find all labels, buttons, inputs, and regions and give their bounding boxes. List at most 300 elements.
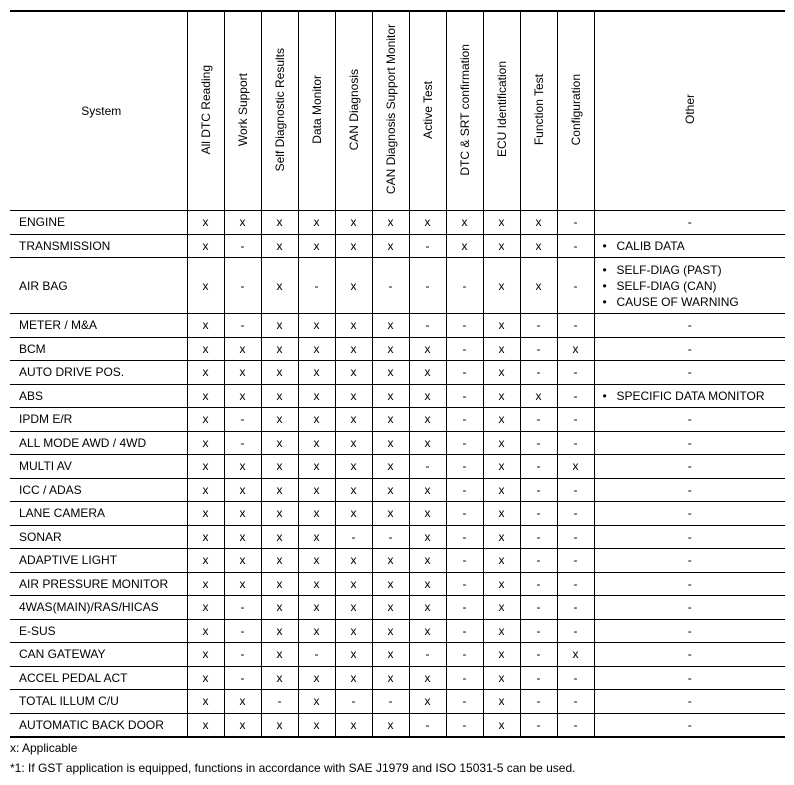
system-name: TOTAL ILLUM C/U bbox=[10, 690, 187, 714]
other-cell: - bbox=[594, 337, 785, 361]
function-cell: x bbox=[224, 361, 261, 385]
function-cell: x bbox=[335, 596, 372, 620]
function-table bbox=[10, 10, 785, 738]
function-cell: x bbox=[372, 478, 409, 502]
function-cell: x bbox=[409, 690, 446, 714]
function-cell: x bbox=[372, 384, 409, 408]
other-cell: - bbox=[594, 361, 785, 385]
function-cell: x bbox=[483, 314, 520, 338]
function-cell: - bbox=[520, 596, 557, 620]
function-cell: - bbox=[520, 455, 557, 479]
function-cell: - bbox=[557, 713, 594, 737]
system-name: METER / M&A bbox=[10, 314, 187, 338]
function-cell: - bbox=[557, 408, 594, 432]
function-cell: x bbox=[483, 337, 520, 361]
function-header bbox=[520, 11, 557, 211]
system-name: AUTOMATIC BACK DOOR bbox=[10, 713, 187, 737]
function-cell: - bbox=[446, 525, 483, 549]
function-cell: x bbox=[298, 690, 335, 714]
function-cell: x bbox=[335, 619, 372, 643]
function-cell: x bbox=[298, 431, 335, 455]
function-header bbox=[557, 11, 594, 211]
function-header bbox=[372, 11, 409, 211]
function-cell: x bbox=[261, 455, 298, 479]
function-cell: - bbox=[446, 713, 483, 737]
function-cell: x bbox=[372, 337, 409, 361]
function-cell: - bbox=[224, 666, 261, 690]
function-header-label: DTC & SRT confirmation bbox=[457, 43, 472, 176]
function-cell: x bbox=[298, 234, 335, 258]
function-cell: x bbox=[335, 314, 372, 338]
table-body bbox=[10, 211, 785, 738]
function-header bbox=[483, 11, 520, 211]
function-cell: x bbox=[372, 572, 409, 596]
system-name: AIR BAG bbox=[10, 258, 187, 314]
function-cell: x bbox=[372, 713, 409, 737]
function-cell: x bbox=[187, 431, 224, 455]
function-cell: - bbox=[372, 525, 409, 549]
function-cell: - bbox=[557, 211, 594, 235]
function-cell: - bbox=[520, 337, 557, 361]
function-cell: x bbox=[483, 258, 520, 314]
function-cell: x bbox=[335, 384, 372, 408]
function-cell: - bbox=[557, 619, 594, 643]
function-cell: - bbox=[335, 525, 372, 549]
function-cell: x bbox=[520, 258, 557, 314]
function-cell: x bbox=[261, 384, 298, 408]
function-cell: x bbox=[409, 549, 446, 573]
function-cell: x bbox=[261, 596, 298, 620]
function-cell: - bbox=[224, 258, 261, 314]
other-cell: - bbox=[594, 211, 785, 235]
table-row bbox=[10, 525, 785, 549]
function-cell: - bbox=[335, 690, 372, 714]
function-cell: x bbox=[409, 502, 446, 526]
system-name: CAN GATEWAY bbox=[10, 643, 187, 667]
function-cell: - bbox=[557, 690, 594, 714]
function-cell: x bbox=[483, 361, 520, 385]
other-header bbox=[594, 11, 785, 211]
function-cell: x bbox=[224, 384, 261, 408]
function-cell: - bbox=[557, 572, 594, 596]
function-cell: - bbox=[224, 408, 261, 432]
function-cell: - bbox=[520, 361, 557, 385]
function-cell: - bbox=[446, 619, 483, 643]
function-cell: x bbox=[409, 408, 446, 432]
function-cell: x bbox=[224, 572, 261, 596]
system-name: 4WAS(MAIN)/RAS/HICAS bbox=[10, 596, 187, 620]
function-cell: - bbox=[557, 596, 594, 620]
function-cell: x bbox=[409, 211, 446, 235]
table-row bbox=[10, 258, 785, 314]
other-cell: - bbox=[594, 643, 785, 667]
other-item: • CAUSE OF WARNING bbox=[603, 294, 786, 310]
function-cell: x bbox=[483, 690, 520, 714]
system-header: System bbox=[10, 11, 187, 211]
function-cell: - bbox=[446, 596, 483, 620]
function-cell: - bbox=[446, 258, 483, 314]
table-row bbox=[10, 384, 785, 408]
function-cell: x bbox=[298, 666, 335, 690]
function-cell: - bbox=[520, 525, 557, 549]
function-cell: x bbox=[224, 211, 261, 235]
function-header bbox=[224, 11, 261, 211]
function-cell: x bbox=[261, 525, 298, 549]
function-cell: x bbox=[409, 666, 446, 690]
function-cell: x bbox=[372, 408, 409, 432]
system-name: AIR PRESSURE MONITOR bbox=[10, 572, 187, 596]
table-row bbox=[10, 572, 785, 596]
function-cell: - bbox=[409, 713, 446, 737]
function-cell: x bbox=[372, 643, 409, 667]
function-cell: x bbox=[483, 666, 520, 690]
function-cell: x bbox=[187, 384, 224, 408]
function-cell: - bbox=[446, 431, 483, 455]
system-name: ABS bbox=[10, 384, 187, 408]
system-name: LANE CAMERA bbox=[10, 502, 187, 526]
function-cell: x bbox=[372, 596, 409, 620]
table-row bbox=[10, 431, 785, 455]
function-cell: - bbox=[409, 455, 446, 479]
function-cell: x bbox=[483, 713, 520, 737]
other-item: • CALIB DATA bbox=[603, 238, 786, 254]
function-cell: x bbox=[335, 713, 372, 737]
function-cell: x bbox=[261, 666, 298, 690]
function-cell: - bbox=[557, 384, 594, 408]
function-header-label: CAN Diagnosis Support Monitor bbox=[383, 24, 398, 195]
footnote: *1: If GST application is equipped, functions in accordance with SAE J1979 and ISO 15031-5 can be used. bbox=[10, 761, 576, 775]
function-cell: - bbox=[557, 258, 594, 314]
function-cell: - bbox=[557, 361, 594, 385]
table-row bbox=[10, 619, 785, 643]
function-cell: x bbox=[187, 525, 224, 549]
table-row bbox=[10, 478, 785, 502]
function-cell: x bbox=[261, 478, 298, 502]
function-cell: x bbox=[298, 713, 335, 737]
function-header bbox=[335, 11, 372, 211]
other-item: • SELF-DIAG (CAN) bbox=[603, 278, 786, 294]
function-cell: x bbox=[483, 431, 520, 455]
function-cell: - bbox=[409, 234, 446, 258]
function-cell: x bbox=[187, 666, 224, 690]
system-name: MULTI AV bbox=[10, 455, 187, 479]
other-cell: - bbox=[594, 572, 785, 596]
table-row bbox=[10, 713, 785, 737]
function-cell: x bbox=[372, 619, 409, 643]
other-header-label: Other bbox=[682, 94, 697, 125]
function-cell: - bbox=[446, 384, 483, 408]
function-cell: x bbox=[224, 455, 261, 479]
function-cell: x bbox=[335, 337, 372, 361]
function-header-label: ECU Identification bbox=[494, 61, 509, 158]
function-cell: x bbox=[187, 572, 224, 596]
function-cell: x bbox=[261, 314, 298, 338]
system-name: ENGINE bbox=[10, 211, 187, 235]
function-cell: x bbox=[483, 408, 520, 432]
other-cell: - bbox=[594, 431, 785, 455]
function-cell: x bbox=[298, 478, 335, 502]
function-cell: x bbox=[298, 384, 335, 408]
function-cell: - bbox=[446, 478, 483, 502]
function-cell: x bbox=[261, 549, 298, 573]
other-cell: - bbox=[594, 666, 785, 690]
function-cell: - bbox=[520, 713, 557, 737]
table-row bbox=[10, 643, 785, 667]
function-cell: x bbox=[372, 234, 409, 258]
function-cell: - bbox=[409, 643, 446, 667]
function-cell: x bbox=[372, 549, 409, 573]
other-cell bbox=[594, 384, 785, 408]
function-cell: x bbox=[483, 572, 520, 596]
function-cell: x bbox=[483, 549, 520, 573]
function-cell: - bbox=[372, 258, 409, 314]
function-cell: - bbox=[224, 643, 261, 667]
function-cell: x bbox=[298, 337, 335, 361]
function-cell: x bbox=[335, 572, 372, 596]
function-header-label: CAN Diagnosis bbox=[346, 68, 361, 151]
function-cell: x bbox=[187, 713, 224, 737]
other-cell: - bbox=[594, 478, 785, 502]
function-cell: - bbox=[446, 314, 483, 338]
function-cell: x bbox=[335, 549, 372, 573]
system-name: IPDM E/R bbox=[10, 408, 187, 432]
function-cell: x bbox=[446, 211, 483, 235]
function-cell: - bbox=[446, 337, 483, 361]
function-cell: - bbox=[446, 666, 483, 690]
function-cell: x bbox=[224, 549, 261, 573]
function-cell: x bbox=[409, 361, 446, 385]
table-row bbox=[10, 455, 785, 479]
function-cell: - bbox=[520, 643, 557, 667]
function-header-label: Self Diagnostic Results bbox=[272, 47, 287, 172]
function-cell: x bbox=[187, 408, 224, 432]
function-cell: x bbox=[372, 361, 409, 385]
table-row bbox=[10, 314, 785, 338]
table-row bbox=[10, 549, 785, 573]
function-cell: - bbox=[261, 690, 298, 714]
function-cell: x bbox=[298, 211, 335, 235]
function-cell: x bbox=[372, 455, 409, 479]
function-cell: x bbox=[409, 431, 446, 455]
function-cell: - bbox=[520, 690, 557, 714]
function-header-label: Data Monitor bbox=[309, 75, 324, 144]
function-cell: x bbox=[483, 643, 520, 667]
function-header-label: Configuration bbox=[568, 73, 583, 146]
function-cell: x bbox=[261, 258, 298, 314]
other-cell: - bbox=[594, 690, 785, 714]
function-cell: x bbox=[372, 211, 409, 235]
function-cell: x bbox=[520, 234, 557, 258]
function-cell: - bbox=[520, 502, 557, 526]
function-header-label: Work Support bbox=[235, 72, 250, 147]
function-cell: - bbox=[446, 502, 483, 526]
function-cell: - bbox=[446, 690, 483, 714]
other-cell bbox=[594, 258, 785, 314]
function-cell: x bbox=[335, 643, 372, 667]
function-header bbox=[298, 11, 335, 211]
function-cell: x bbox=[409, 478, 446, 502]
function-header bbox=[409, 11, 446, 211]
function-cell: x bbox=[409, 596, 446, 620]
function-cell: - bbox=[446, 361, 483, 385]
function-cell: - bbox=[557, 525, 594, 549]
function-cell: x bbox=[261, 431, 298, 455]
function-cell: x bbox=[409, 525, 446, 549]
function-cell: x bbox=[187, 211, 224, 235]
function-cell: x bbox=[224, 690, 261, 714]
function-cell: x bbox=[261, 234, 298, 258]
function-cell: x bbox=[372, 502, 409, 526]
function-cell: x bbox=[372, 314, 409, 338]
function-cell: x bbox=[298, 408, 335, 432]
function-cell: x bbox=[187, 596, 224, 620]
function-cell: x bbox=[187, 234, 224, 258]
function-cell: - bbox=[520, 431, 557, 455]
function-cell: x bbox=[261, 572, 298, 596]
function-cell: x bbox=[298, 455, 335, 479]
function-cell: x bbox=[224, 337, 261, 361]
function-cell: x bbox=[261, 713, 298, 737]
function-cell: x bbox=[187, 258, 224, 314]
system-name: ADAPTIVE LIGHT bbox=[10, 549, 187, 573]
function-cell: x bbox=[557, 455, 594, 479]
system-name: ACCEL PEDAL ACT bbox=[10, 666, 187, 690]
function-cell: - bbox=[520, 549, 557, 573]
function-cell: - bbox=[520, 314, 557, 338]
other-cell: - bbox=[594, 596, 785, 620]
function-cell: x bbox=[335, 455, 372, 479]
function-cell: - bbox=[557, 549, 594, 573]
function-header-label: All DTC Reading bbox=[198, 64, 213, 155]
function-cell: x bbox=[187, 619, 224, 643]
other-cell: - bbox=[594, 408, 785, 432]
system-name: SONAR bbox=[10, 525, 187, 549]
function-cell: - bbox=[520, 408, 557, 432]
function-cell: x bbox=[261, 643, 298, 667]
function-cell: x bbox=[483, 525, 520, 549]
function-cell: x bbox=[224, 478, 261, 502]
function-cell: - bbox=[446, 549, 483, 573]
function-cell: x bbox=[446, 234, 483, 258]
function-cell: x bbox=[483, 211, 520, 235]
table-row bbox=[10, 234, 785, 258]
table-row bbox=[10, 337, 785, 361]
applicable-note: x: Applicable bbox=[10, 741, 78, 755]
function-header-label: Function Test bbox=[531, 73, 546, 146]
function-cell: - bbox=[557, 314, 594, 338]
function-cell: - bbox=[520, 666, 557, 690]
other-cell: - bbox=[594, 619, 785, 643]
function-cell: x bbox=[335, 258, 372, 314]
function-cell: - bbox=[557, 234, 594, 258]
function-cell: x bbox=[261, 408, 298, 432]
other-cell: - bbox=[594, 549, 785, 573]
function-cell: x bbox=[335, 502, 372, 526]
function-cell: x bbox=[483, 596, 520, 620]
other-cell bbox=[594, 234, 785, 258]
function-cell: - bbox=[520, 619, 557, 643]
function-cell: x bbox=[372, 666, 409, 690]
function-cell: x bbox=[261, 337, 298, 361]
table-row bbox=[10, 361, 785, 385]
function-cell: x bbox=[224, 502, 261, 526]
function-cell: x bbox=[224, 713, 261, 737]
function-cell: - bbox=[224, 431, 261, 455]
function-cell: x bbox=[483, 619, 520, 643]
function-header bbox=[261, 11, 298, 211]
function-cell: x bbox=[335, 408, 372, 432]
function-cell: x bbox=[187, 690, 224, 714]
function-cell: - bbox=[446, 455, 483, 479]
function-cell: x bbox=[409, 619, 446, 643]
function-cell: - bbox=[298, 643, 335, 667]
table-row bbox=[10, 666, 785, 690]
function-cell: x bbox=[187, 549, 224, 573]
function-cell: - bbox=[446, 572, 483, 596]
function-cell: x bbox=[261, 211, 298, 235]
function-cell: x bbox=[409, 384, 446, 408]
system-name: AUTO DRIVE POS. bbox=[10, 361, 187, 385]
system-name: TRANSMISSION bbox=[10, 234, 187, 258]
function-cell: - bbox=[298, 258, 335, 314]
function-cell: x bbox=[187, 361, 224, 385]
function-cell: - bbox=[372, 690, 409, 714]
function-header bbox=[446, 11, 483, 211]
table-row bbox=[10, 211, 785, 235]
function-cell: x bbox=[335, 361, 372, 385]
function-cell: x bbox=[187, 337, 224, 361]
function-cell: x bbox=[298, 596, 335, 620]
function-cell: x bbox=[261, 619, 298, 643]
function-cell: x bbox=[409, 337, 446, 361]
function-cell: - bbox=[409, 258, 446, 314]
function-cell: - bbox=[224, 314, 261, 338]
function-cell: - bbox=[224, 619, 261, 643]
function-cell: - bbox=[520, 478, 557, 502]
function-cell: x bbox=[298, 619, 335, 643]
function-cell: x bbox=[335, 431, 372, 455]
function-cell: x bbox=[261, 361, 298, 385]
function-cell: x bbox=[335, 234, 372, 258]
function-cell: - bbox=[557, 431, 594, 455]
function-cell: x bbox=[483, 234, 520, 258]
function-cell: x bbox=[557, 643, 594, 667]
system-name: BCM bbox=[10, 337, 187, 361]
function-cell: x bbox=[335, 666, 372, 690]
system-name: ICC / ADAS bbox=[10, 478, 187, 502]
function-cell: - bbox=[520, 572, 557, 596]
function-cell: x bbox=[187, 643, 224, 667]
function-cell: x bbox=[372, 431, 409, 455]
other-item: • SELF-DIAG (PAST) bbox=[603, 262, 786, 278]
function-cell: x bbox=[298, 314, 335, 338]
function-cell: x bbox=[261, 502, 298, 526]
function-cell: x bbox=[187, 455, 224, 479]
other-cell: - bbox=[594, 455, 785, 479]
function-header bbox=[187, 11, 224, 211]
function-cell: x bbox=[483, 478, 520, 502]
function-cell: x bbox=[298, 361, 335, 385]
function-cell: x bbox=[409, 572, 446, 596]
table-row bbox=[10, 596, 785, 620]
other-cell: - bbox=[594, 713, 785, 737]
function-cell: x bbox=[298, 502, 335, 526]
function-cell: x bbox=[187, 314, 224, 338]
function-cell: x bbox=[335, 478, 372, 502]
function-cell: x bbox=[224, 525, 261, 549]
function-cell: - bbox=[557, 666, 594, 690]
system-name: ALL MODE AWD / 4WD bbox=[10, 431, 187, 455]
